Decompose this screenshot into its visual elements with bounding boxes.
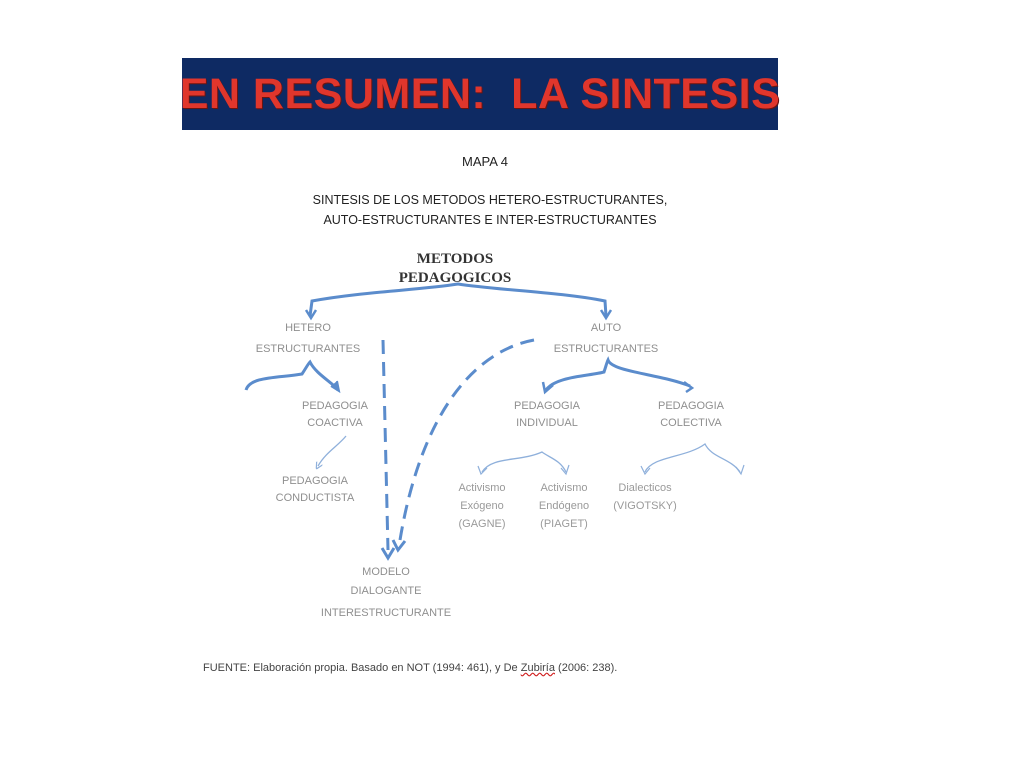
map-number: MAPA 4 <box>461 154 508 169</box>
colectiva-node-line2: COLECTIVA <box>660 417 722 429</box>
root-brace <box>310 284 606 316</box>
coactiva-node-line1: PEDAGOGIA <box>301 400 369 412</box>
hetero-dashed-arrow <box>383 340 388 550</box>
map-subtitle-line2: AUTO-ESTRUCTURANTES E INTER-ESTRUCTURANTES <box>323 213 657 227</box>
modelo-node-line1: MODELO <box>362 566 410 578</box>
modelo-node-line2: DIALOGANTE <box>350 585 422 597</box>
endogeno-node-line1: Activismo <box>540 482 588 494</box>
dialecticos-node-line2: (VIGOTSKY) <box>613 500 677 512</box>
individual-node-line2: INDIVIDUAL <box>516 417 578 429</box>
map-subtitle-line1: SINTESIS DE LOS METODOS HETERO-ESTRUCTURANTES, <box>312 193 668 207</box>
auto-node-line2: ESTRUCTURANTES <box>553 343 659 355</box>
coactiva-node-line2: COACTIVA <box>307 417 363 429</box>
coactiva-arrow <box>318 436 346 466</box>
individual-brace <box>482 452 566 472</box>
auto-node-line1: AUTO <box>590 322 622 334</box>
root-node-line1: METODOS <box>416 251 494 267</box>
colectiva-brace <box>645 444 740 472</box>
hetero-brace <box>246 362 338 390</box>
endogeno-node-line2: Endógeno <box>538 500 590 512</box>
hetero-node-line1: HETERO <box>285 322 331 334</box>
slide-title: EN RESUMEN: LA SINTESIS <box>179 69 781 118</box>
colectiva-node-line1: PEDAGOGIA <box>657 400 725 412</box>
source-author: Zubiría <box>520 662 555 674</box>
auto-brace-right-tip <box>684 382 692 392</box>
auto-brace <box>546 360 690 390</box>
root-node-line2: PEDAGOGICOS <box>398 270 512 286</box>
conductista-node-line2: CONDUCTISTA <box>275 492 355 504</box>
endogeno-node-line3: (PIAGET) <box>540 518 588 530</box>
conductista-node-line1: PEDAGOGIA <box>281 475 349 487</box>
hetero-node-line2: ESTRUCTURANTES <box>255 343 361 355</box>
dialecticos-node-line1: Dialecticos <box>618 482 672 494</box>
source-prefix: FUENTE: Elaboración propia. Basado en NOT (1994: 461), y De <box>203 662 521 674</box>
source-suffix: (2006: 238). <box>554 662 618 674</box>
individual-node-line1: PEDAGOGIA <box>513 400 581 412</box>
source-citation <box>203 662 617 674</box>
exogeno-node-line1: Activismo <box>458 482 506 494</box>
exogeno-node-line3: (GAGNE) <box>458 518 506 530</box>
exogeno-node-line2: Exógeno <box>460 500 504 512</box>
modelo-node-line3: INTERESTRUCTURANTE <box>320 607 452 619</box>
colectiva-brace-right-tip <box>736 465 744 474</box>
